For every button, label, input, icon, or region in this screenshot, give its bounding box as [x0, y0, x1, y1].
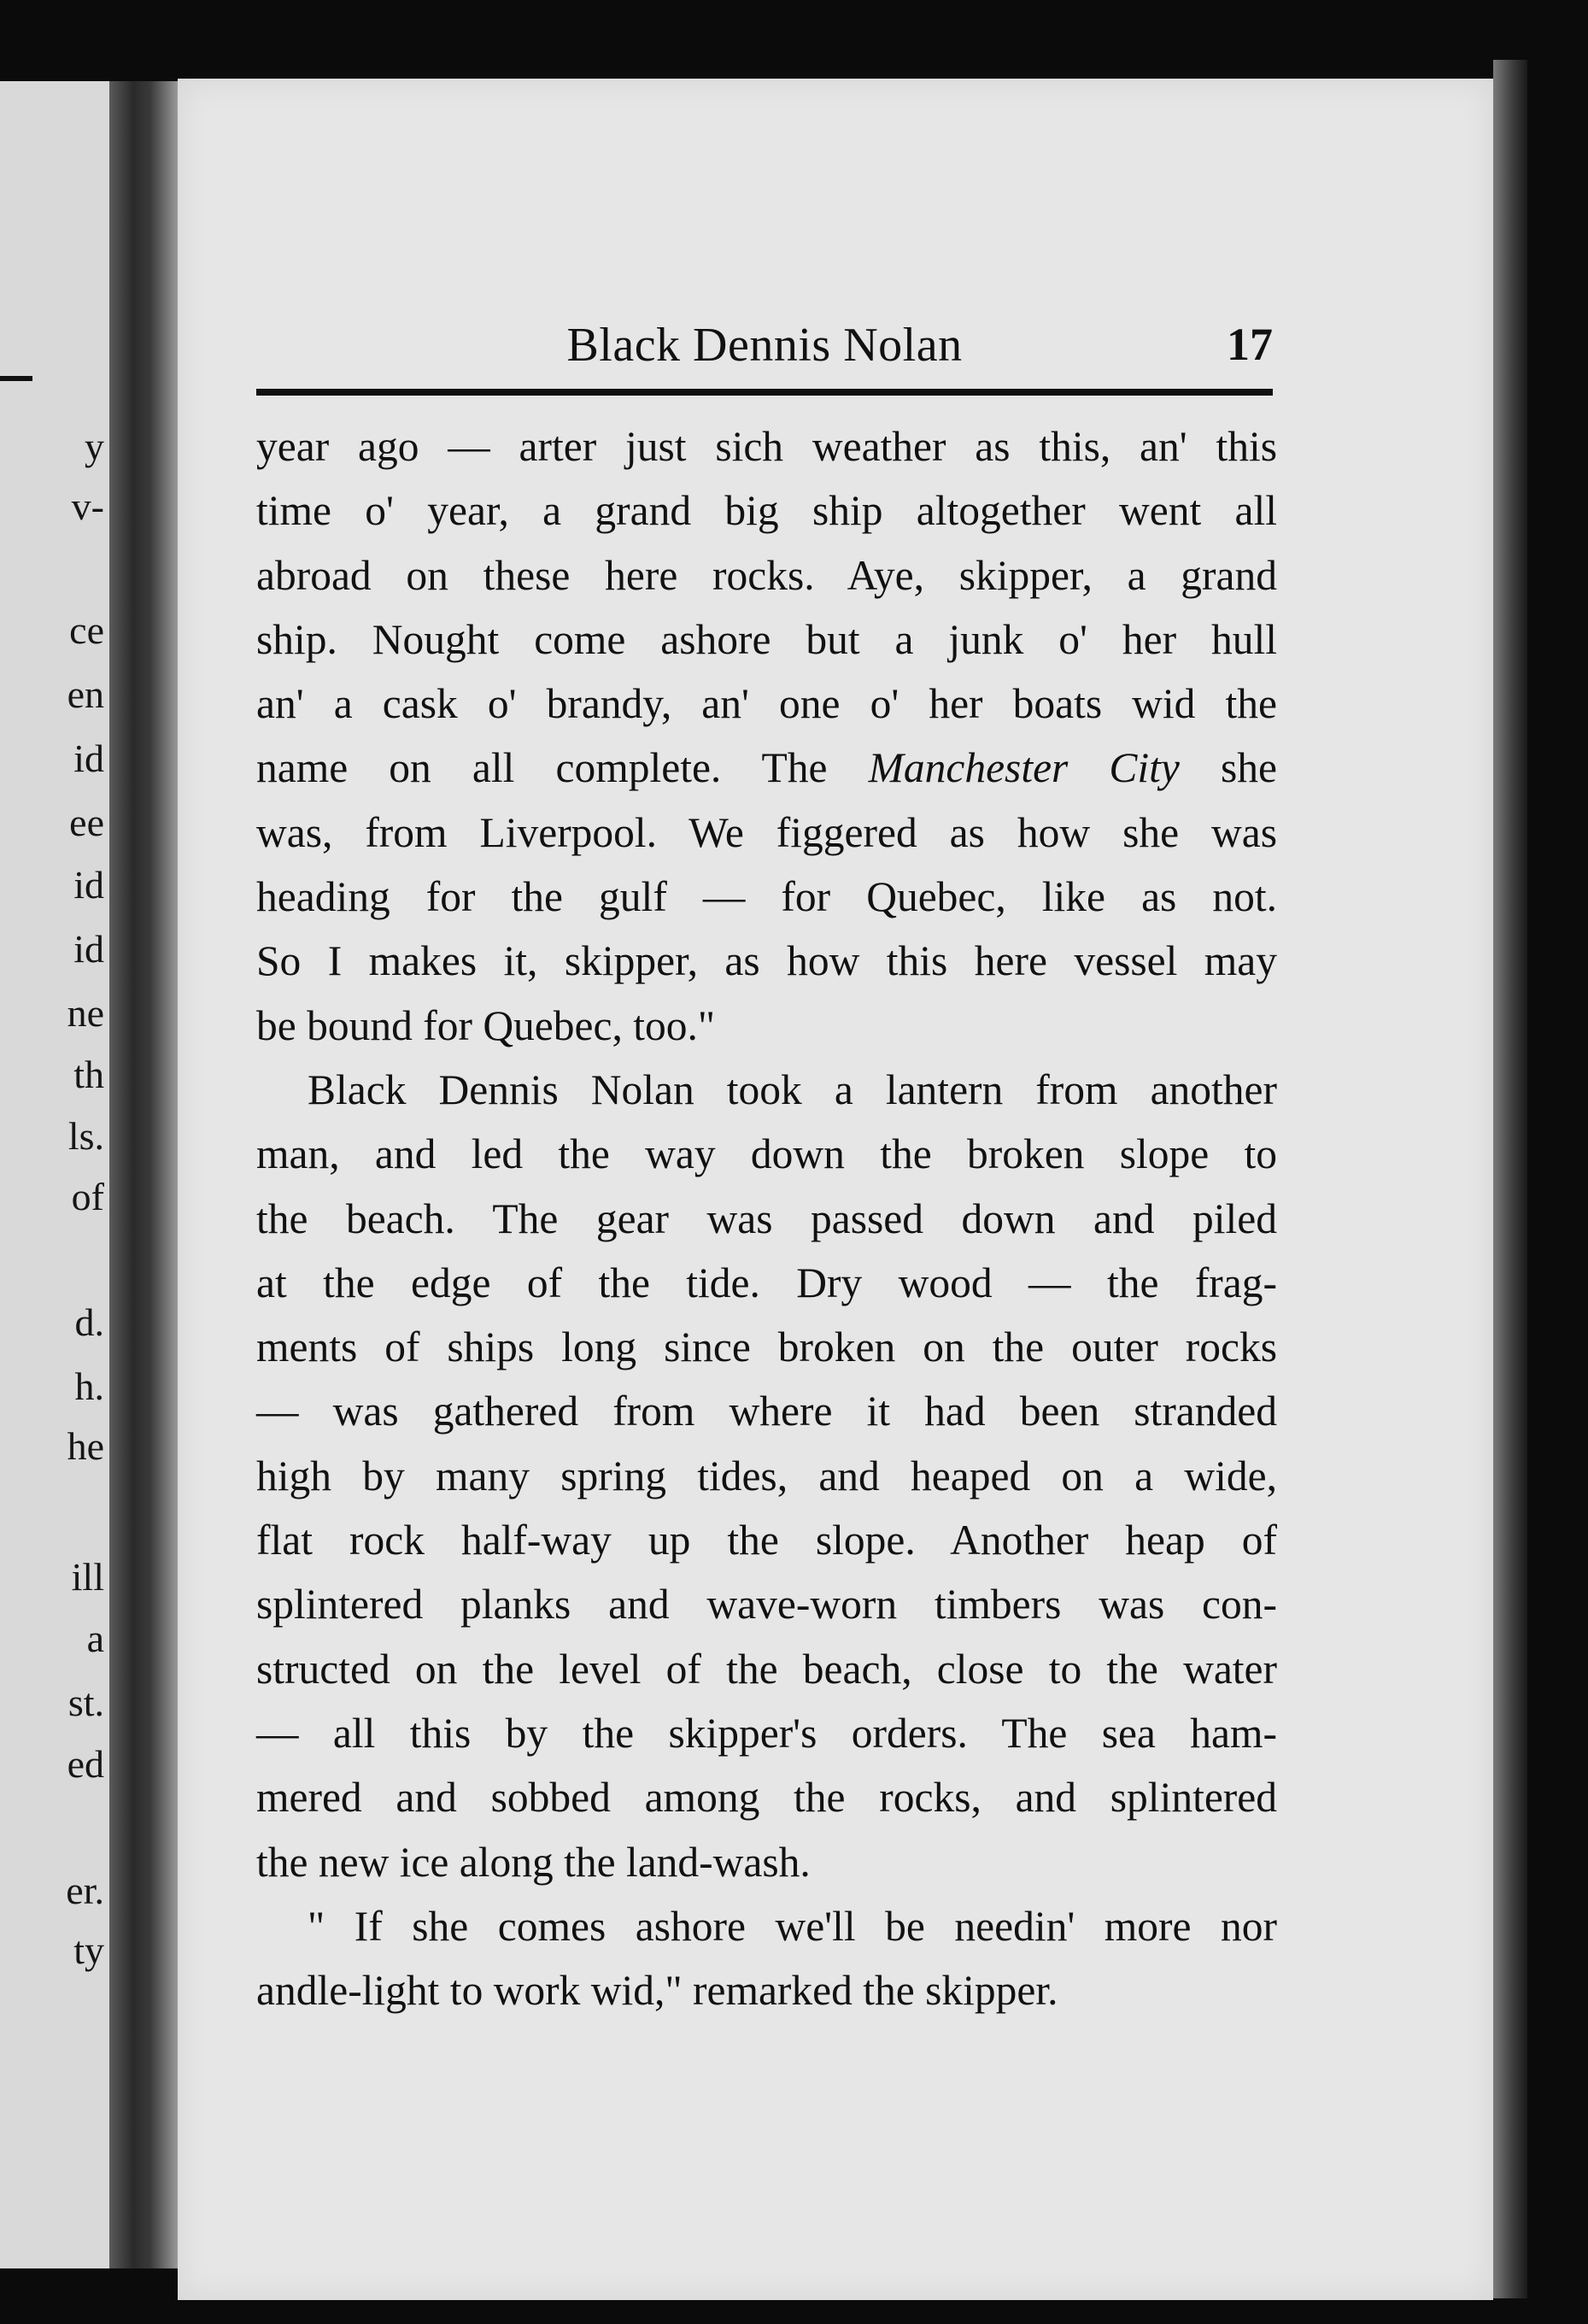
page-header: [256, 318, 1273, 378]
previous-page-fragment: [0, 81, 109, 2268]
text-line: ship. Nought come ashore but a junk o' her hull: [256, 615, 1277, 663]
fragment-text: ce: [69, 608, 104, 652]
text-line: Black Dennis Nolan took a lantern from another: [308, 1065, 1277, 1113]
text-line: splintered planks and wave-worn timbers was con-: [256, 1581, 1277, 1629]
text-line: — all this by the skipper's orders. The sea ham-: [256, 1709, 1277, 1757]
text-line: So I makes it, skipper, as how this here vessel may: [256, 937, 1277, 985]
text-line: structed on the level of the beach, close to the water: [256, 1645, 1277, 1693]
text-line: heading for the gulf — for Quebec, like as not.: [256, 873, 1277, 921]
text-segment: name on all complete. The: [256, 744, 828, 792]
running-title: Black Dennis Nolan: [566, 319, 963, 372]
text-line: [256, 736, 1277, 800]
text-line: " If she comes ashore we'll be needin' more nor: [308, 1902, 1277, 1950]
fragment-text: ill: [71, 1555, 104, 1599]
text-line: time o' year, a grand big ship altogether went all: [256, 487, 1277, 535]
book-gutter: [109, 81, 178, 2268]
text-line: an' a cask o' brandy, an' one o' her boats wid the: [256, 680, 1277, 728]
text-segment: she: [1221, 744, 1278, 792]
text-line: mered and sobbed among the rocks, and splintered: [256, 1774, 1277, 1822]
fragment-text: ed: [67, 1742, 104, 1786]
previous-page-rule: [0, 376, 32, 381]
fragment-text: id: [73, 737, 104, 780]
fragment-text: ty: [73, 1928, 104, 1972]
text-line: — was gathered from where it had been stranded: [256, 1388, 1277, 1435]
fragment-text: he: [67, 1424, 104, 1468]
text-line: abroad on these here rocks. Aye, skipper, a grand: [256, 551, 1277, 599]
page-number: 17: [1227, 319, 1273, 370]
fragment-text: a: [86, 1617, 104, 1660]
fragment-text: ls.: [67, 1114, 104, 1158]
fragment-text: ee: [69, 801, 104, 844]
text-line: the beach. The gear was passed down and piled: [256, 1194, 1277, 1242]
fragment-text: y: [85, 425, 104, 468]
text-line: at the edge of the tide. Dry wood — the frag-: [256, 1259, 1277, 1306]
text-line: year ago — arter just sich weather as this, an' this: [256, 423, 1277, 470]
fragment-text: ne: [67, 991, 104, 1035]
text-line: ments of ships long since broken on the outer rocks: [256, 1323, 1277, 1371]
body-text: [256, 414, 1277, 2022]
text-line: high by many spring tides, and heaped on a wide,: [256, 1452, 1277, 1499]
text-line: andle-light to work wid," remarked the skipper.: [256, 1967, 1058, 2015]
fragment-text: th: [73, 1053, 104, 1096]
ship-name: Manchester City: [868, 744, 1180, 792]
fragment-text: en: [67, 672, 104, 716]
fragment-text: of: [71, 1175, 104, 1218]
text-line: was, from Liverpool. We figgered as how she was: [256, 808, 1277, 856]
fragment-text: id: [73, 863, 104, 907]
header-rule: [256, 389, 1273, 396]
fragment-text: id: [73, 927, 104, 971]
text-line: flat rock half-way up the slope. Another heap of: [256, 1517, 1277, 1564]
fragment-text: st.: [67, 1681, 104, 1724]
fragment-text: v-: [71, 484, 104, 528]
page-edge: [1493, 60, 1527, 2298]
text-line: be bound for Quebec, too.": [256, 1001, 716, 1049]
fragment-text: d.: [74, 1300, 104, 1344]
text-line: man, and led the way down the broken slope to: [256, 1130, 1277, 1178]
fragment-text: er.: [66, 1869, 104, 1912]
fragment-text: h.: [74, 1364, 104, 1408]
text-line: the new ice along the land-wash.: [256, 1838, 811, 1886]
